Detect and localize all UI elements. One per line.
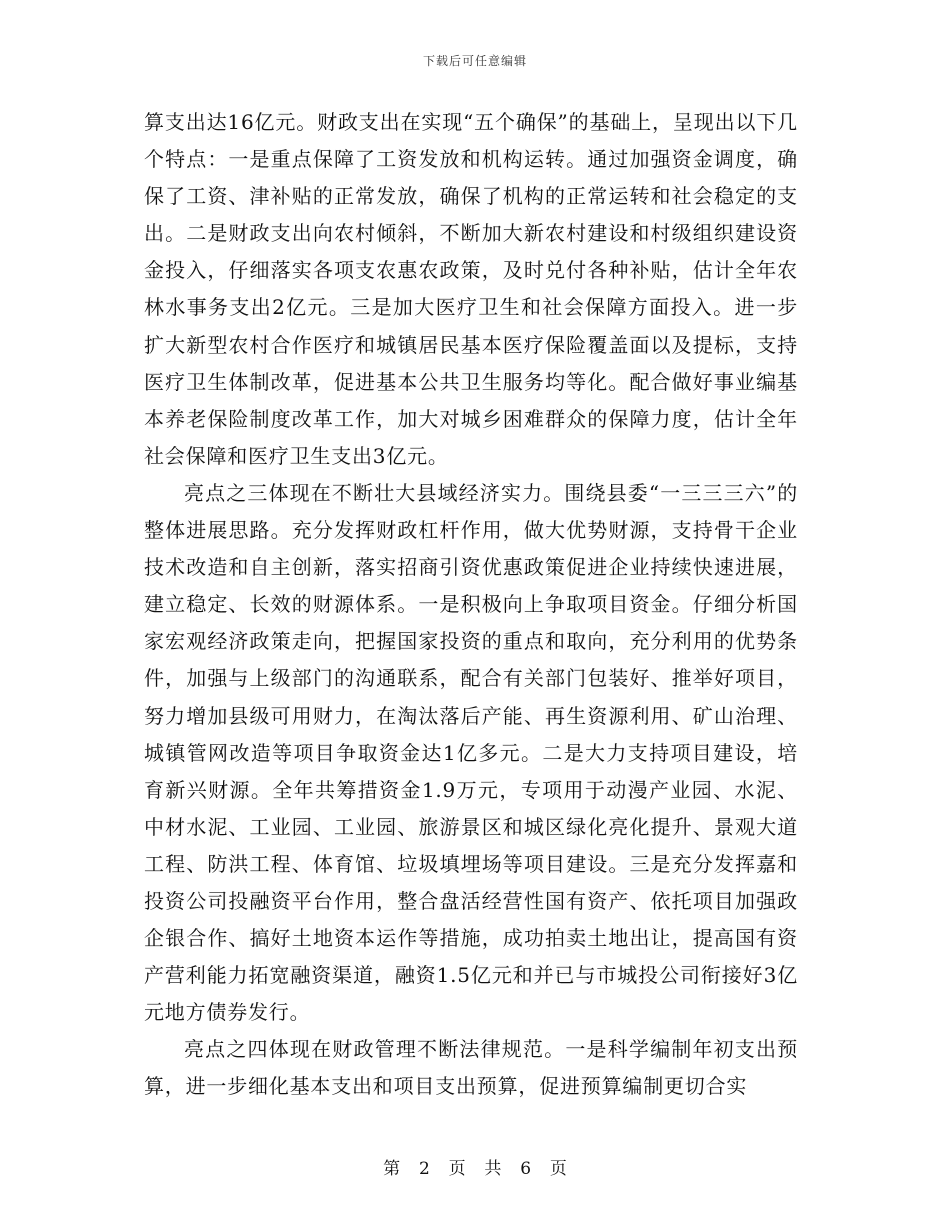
footer-current-page: 2 — [418, 1159, 430, 1179]
paragraph-highlight-four: 亮点之四体现在财政管理不断法律规范。一是科学编制年初支出预算，进一步细化基本支出和项目支出预算，促进预算编制更切合实 — [144, 1037, 798, 1099]
footer-total-pages: 6 — [520, 1159, 532, 1179]
document-body — [144, 104, 798, 1106]
page-footer — [0, 1154, 950, 1179]
paragraph-continued: 算支出达16亿元。财政支出在实现“五个确保”的基础上，呈现出以下几个特点：一是重点保障了工资发放和机构运转。通过加强资金调度，确保了工资、津补贴的正常发放，确保了机构的正常运转和社会稳定的支出。二是财政支出向农村倾斜，不断加大新农村建设和村级组织建设资金投入，仔细落实各项支农惠农政策，及时兑付各种补贴，估计全年农林水事务支出2亿元。三是加大医疗卫生和社会保障方面投入。进一步扩大新型农村合作医疗和城镇居民基本医疗保险覆盖面以及提标，支持医疗卫生体制改革，促进基本公共卫生服务均等化。配合做好事业编基本养老保险制度改革工作，加大对城乡困难群众的保障力度，估计全年社会保障和医疗卫生支出3亿元。 — [144, 110, 798, 468]
footer-page-unit: 页 — [448, 1159, 466, 1179]
footer-page-unit-2: 页 — [549, 1159, 567, 1179]
paragraph-highlight-three: 亮点之三体现在不断壮大县域经济实力。围绕县委“一三三三六”的整体进展思路。充分发挥财政杠杆作用，做大优势财源，支持骨干企业技术改造和自主创新，落实招商引资优惠政策促进企业持续快速进展，建立稳定、长效的财源体系。一是积极向上争取项目资金。仔细分析国家宏观经济政策走向，把握国家投资的重点和取向，充分利用的优势条件，加强与上级部门的沟通联系，配合有关部门包装好、推举好项目，努力增加县级可用财力，在淘汰落后产能、再生资源利用、矿山治理、城镇管网改造等项目争取资金达1亿多元。二是大力支持项目建设，培育新兴财源。全年共筹措资金1.9万元，专项用于动漫产业园、水泥、中材水泥、工业园、工业园、旅游景区和城区绿化亮化提升、景观大道工程、防洪工程、体育馆、垃圾填埋场等项目建设。三是充分发挥嘉和投资公司投融资平台作用，整合盘活经营性国有资产、依托项目加强政企银合作、搞好土地资本运作等措施，成功拍卖土地出让，提高国有资产营利能力拓宽融资渠道，融资1.5亿元和并已与市城投公司衔接好3亿元地方债券发行。 — [144, 480, 798, 1025]
footer-total-label: 共 — [484, 1159, 502, 1179]
page-header: 下载后可任意编辑 — [422, 54, 527, 68]
footer-page-label: 第 — [383, 1159, 401, 1179]
